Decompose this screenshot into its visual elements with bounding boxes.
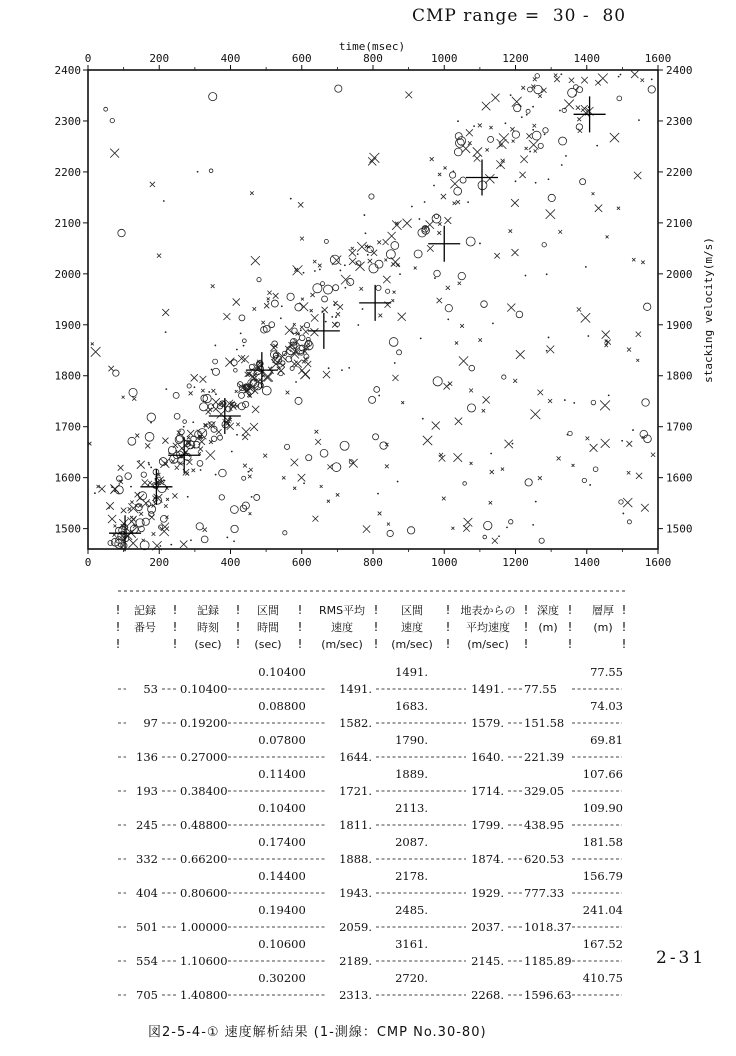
record-time-cell: 0.80600 bbox=[180, 886, 228, 900]
average-velocity-cell: 2037. bbox=[471, 920, 504, 934]
average-velocity-cell: 1579. bbox=[471, 716, 504, 730]
layer-thickness-cell: 181.58 bbox=[582, 835, 623, 849]
layer-thickness-cell: 241.04 bbox=[582, 903, 623, 917]
table-border-mark: ! bbox=[171, 637, 179, 651]
table-header-cell: 時刻 bbox=[197, 621, 219, 634]
interval-velocity-cell: 2485. bbox=[395, 903, 428, 917]
table-border-mark: ! bbox=[296, 620, 304, 634]
record-time-cell: 0.38400 bbox=[180, 784, 228, 798]
table-border-mark: ! bbox=[522, 603, 530, 617]
table-border-mark: ! bbox=[566, 603, 574, 617]
y-tick-label-left: 1900 bbox=[54, 318, 81, 332]
table-border-mark: ! bbox=[372, 637, 380, 651]
y-tick-label-left: 2000 bbox=[54, 267, 81, 281]
table-border-mark: ! bbox=[234, 637, 242, 651]
table-border-mark: ! bbox=[372, 620, 380, 634]
record-time-cell: 0.10400 bbox=[180, 682, 228, 696]
depth-cell: 1018.37 bbox=[524, 920, 572, 934]
rms-velocity-cell: 2189. bbox=[339, 954, 372, 968]
x-tick-label-top: 800 bbox=[363, 52, 383, 65]
depth-cell: 1596.63 bbox=[524, 988, 572, 1000]
x-tick-label-top: 1400 bbox=[573, 52, 600, 65]
interval-time-cell: 0.10400 bbox=[258, 665, 306, 679]
record-time-cell: 1.40800 bbox=[180, 988, 228, 1000]
rms-velocity-cell: 2313. bbox=[339, 988, 372, 1000]
x-tick-label-bottom: 200 bbox=[149, 556, 170, 569]
y-tick-label-left: 2100 bbox=[54, 216, 81, 230]
page-number: 2-31 bbox=[656, 948, 707, 968]
average-velocity-cell: 2268. bbox=[471, 988, 504, 1000]
table-border-mark: ! bbox=[372, 603, 380, 617]
x-tick-label-top: 400 bbox=[220, 52, 241, 65]
table-border-mark: ! bbox=[114, 603, 122, 617]
record-number-cell: 332 bbox=[136, 852, 158, 866]
average-velocity-cell: 1799. bbox=[471, 818, 504, 832]
depth-cell: 329.05 bbox=[524, 784, 565, 798]
y-tick-label-left: 1700 bbox=[54, 420, 81, 434]
table-header-cell: 平均速度 bbox=[466, 621, 510, 634]
record-time-cell: 0.48800 bbox=[180, 818, 228, 832]
table-border-mark: ! bbox=[171, 603, 179, 617]
table-border-mark: ! bbox=[566, 637, 574, 651]
interval-velocity-cell: 1790. bbox=[395, 733, 428, 747]
x-tick-label-bottom: 800 bbox=[363, 556, 383, 569]
table-header-cell: 記録 bbox=[134, 604, 156, 617]
record-time-cell: 0.66200 bbox=[180, 852, 228, 866]
rms-velocity-cell: 1811. bbox=[339, 818, 372, 832]
table-header-cell: 層厚 bbox=[592, 604, 614, 617]
table-header-cell: (m) bbox=[538, 621, 558, 634]
table-header-cell: 速度 bbox=[331, 621, 353, 634]
table-header-cell: 記録 bbox=[197, 604, 219, 617]
y-tick-label-right: 2400 bbox=[666, 64, 693, 77]
table-border-mark: ! bbox=[234, 603, 242, 617]
record-time-cell: 0.27000 bbox=[180, 750, 228, 764]
x-tick-label-bottom: 1600 bbox=[644, 556, 672, 569]
table-border-mark: ! bbox=[114, 620, 122, 634]
x-tick-label-top: 200 bbox=[149, 52, 170, 65]
record-number-cell: 97 bbox=[143, 716, 158, 730]
cmp-range-label: CMP range = 30 - 80 bbox=[412, 6, 627, 26]
y-tick-label-left: 2300 bbox=[54, 114, 81, 128]
rms-velocity-cell: 2059. bbox=[339, 920, 372, 934]
interval-velocity-cell: 1683. bbox=[395, 699, 428, 713]
x-axis-title: time(msec) bbox=[338, 40, 406, 53]
record-number-cell: 554 bbox=[136, 954, 158, 968]
x-tick-label-bottom: 1400 bbox=[573, 556, 600, 569]
record-time-cell: 1.10600 bbox=[180, 954, 228, 968]
average-velocity-cell: 2145. bbox=[471, 954, 504, 968]
layer-thickness-cell: 156.79 bbox=[582, 869, 623, 883]
table-border-mark: ! bbox=[444, 603, 452, 617]
table-header-cell: 速度 bbox=[401, 621, 423, 634]
interval-velocity-cell: 2113. bbox=[395, 801, 428, 815]
table-border-mark: ! bbox=[444, 637, 452, 651]
x-tick-label-bottom: 1200 bbox=[502, 556, 529, 569]
depth-cell: 77.55 bbox=[524, 682, 557, 696]
rms-velocity-cell: 1943. bbox=[339, 886, 372, 900]
rms-velocity-cell: 1888. bbox=[339, 852, 372, 866]
layer-thickness-cell: 69.81 bbox=[590, 733, 623, 747]
interval-velocity-cell: 2178. bbox=[395, 869, 428, 883]
layer-thickness-cell: 410.75 bbox=[582, 971, 623, 985]
interval-time-cell: 0.30200 bbox=[258, 971, 306, 985]
table-border-mark: ! bbox=[522, 620, 530, 634]
x-tick-label-top: 600 bbox=[291, 52, 312, 65]
table-border-mark: ! bbox=[234, 620, 242, 634]
table-header-cell: 地表からの bbox=[460, 604, 516, 617]
x-tick-label-bottom: 1000 bbox=[431, 556, 458, 569]
average-velocity-cell: 1640. bbox=[471, 750, 504, 764]
average-velocity-cell: 1929. bbox=[471, 886, 504, 900]
x-tick-label-top: 1200 bbox=[502, 52, 529, 65]
table-border-mark: ! bbox=[296, 637, 304, 651]
table-header-cell: 区間 bbox=[257, 604, 279, 617]
y-tick-label-left: 2400 bbox=[54, 64, 81, 77]
interval-time-cell: 0.10400 bbox=[258, 801, 306, 815]
record-time-cell: 0.19200 bbox=[180, 716, 228, 730]
y-tick-label-left: 1600 bbox=[54, 471, 81, 485]
table-header-cell: (sec) bbox=[194, 638, 222, 651]
table-border-mark: ! bbox=[114, 637, 122, 651]
interval-velocity-cell: 2087. bbox=[395, 835, 428, 849]
x-tick-label-top: 1600 bbox=[644, 52, 672, 65]
table-header-cell: (m) bbox=[593, 621, 613, 634]
rms-velocity-cell: 1644. bbox=[339, 750, 372, 764]
interval-time-cell: 0.08800 bbox=[258, 699, 306, 713]
record-number-cell: 245 bbox=[136, 818, 158, 832]
table-border-mark: ! bbox=[444, 620, 452, 634]
interval-time-cell: 0.10600 bbox=[258, 937, 306, 951]
y-tick-label-left: 2200 bbox=[54, 165, 81, 179]
table-header-cell: 深度 bbox=[537, 604, 559, 617]
interval-time-cell: 0.19400 bbox=[258, 903, 306, 917]
record-number-cell: 501 bbox=[136, 920, 158, 934]
depth-cell: 777.33 bbox=[524, 886, 565, 900]
x-tick-label-top: 0 bbox=[84, 52, 92, 65]
depth-cell: 620.53 bbox=[524, 852, 565, 866]
depth-cell: 221.39 bbox=[524, 750, 565, 764]
interval-time-cell: 0.07800 bbox=[258, 733, 306, 747]
y-tick-label-left: 1500 bbox=[54, 522, 81, 536]
depth-cell: 1185.89 bbox=[524, 954, 572, 968]
y-tick-label-right: 1600 bbox=[666, 471, 693, 485]
depth-cell: 151.58 bbox=[524, 716, 565, 730]
interval-velocity-cell: 1491. bbox=[395, 665, 428, 679]
table-header-cell: (m/sec) bbox=[467, 638, 509, 651]
layer-thickness-cell: 167.52 bbox=[582, 937, 623, 951]
rms-velocity-cell: 1491. bbox=[339, 682, 372, 696]
layer-thickness-cell: 109.90 bbox=[582, 801, 623, 815]
layer-thickness-cell: 107.66 bbox=[582, 767, 623, 781]
y-tick-label-right: 2100 bbox=[666, 216, 693, 230]
table-body bbox=[118, 665, 623, 1000]
average-velocity-cell: 1491. bbox=[471, 682, 504, 696]
y-tick-label-left: 1800 bbox=[54, 369, 81, 383]
average-velocity-cell: 1874. bbox=[471, 852, 504, 866]
record-number-cell: 193 bbox=[136, 784, 158, 798]
record-number-cell: 705 bbox=[136, 988, 158, 1000]
y-tick-label-right: 2200 bbox=[666, 165, 693, 179]
x-tick-label-bottom: 0 bbox=[84, 556, 92, 569]
table-border-mark: ! bbox=[296, 603, 304, 617]
table-header-cell: 時間 bbox=[257, 621, 279, 634]
y-tick-label-right: 2300 bbox=[666, 114, 693, 128]
x-tick-label-top: 1000 bbox=[431, 52, 458, 65]
interval-velocity-cell: 3161. bbox=[395, 937, 428, 951]
layer-thickness-cell: 77.55 bbox=[590, 665, 623, 679]
table-header-cell: RMS平均 bbox=[318, 604, 366, 617]
table-border-mark: ! bbox=[522, 637, 530, 651]
table-border-mark: ! bbox=[171, 620, 179, 634]
table-header-cell: 区間 bbox=[401, 604, 423, 617]
record-number-cell: 53 bbox=[143, 682, 158, 696]
table-header-cell: (sec) bbox=[254, 638, 282, 651]
table-border-mark: ! bbox=[620, 637, 628, 651]
record-time-cell: 1.00000 bbox=[180, 920, 228, 934]
y-tick-label-right: 1700 bbox=[666, 420, 693, 434]
interval-time-cell: 0.17400 bbox=[258, 835, 306, 849]
table-border-mark: ! bbox=[620, 603, 628, 617]
interval-time-cell: 0.11400 bbox=[258, 767, 306, 781]
record-number-cell: 136 bbox=[136, 750, 158, 764]
table-header-cell: (m/sec) bbox=[321, 638, 363, 651]
y-tick-label-right: 2000 bbox=[666, 267, 693, 281]
figure-caption: 図2-5-4-① 速度解析結果 (1-測線：CMP No.30-80) bbox=[148, 1025, 487, 1040]
table-border-mark: ! bbox=[566, 620, 574, 634]
table-header-cell: (m/sec) bbox=[391, 638, 433, 651]
y-tick-label-right: 1800 bbox=[666, 369, 693, 383]
interval-velocity-cell: 1889. bbox=[395, 767, 428, 781]
record-number-cell: 404 bbox=[136, 886, 158, 900]
interval-velocity-cell: 2720. bbox=[395, 971, 428, 985]
table-header bbox=[114, 603, 627, 651]
layer-thickness-cell: 74.03 bbox=[590, 699, 623, 713]
rms-velocity-cell: 1582. bbox=[339, 716, 372, 730]
x-tick-label-bottom: 600 bbox=[291, 556, 312, 569]
depth-cell: 438.95 bbox=[524, 818, 565, 832]
interval-time-cell: 0.14400 bbox=[258, 869, 306, 883]
y-tick-label-right: 1500 bbox=[666, 522, 693, 536]
y-axis-title: stacking velocity(m/s) bbox=[702, 237, 715, 383]
y-tick-label-right: 1900 bbox=[666, 318, 693, 332]
table-header-cell: 番号 bbox=[134, 621, 156, 634]
table-border-mark: ! bbox=[620, 620, 628, 634]
x-tick-label-bottom: 400 bbox=[220, 556, 241, 569]
average-velocity-cell: 1714. bbox=[471, 784, 504, 798]
rms-velocity-cell: 1721. bbox=[339, 784, 372, 798]
